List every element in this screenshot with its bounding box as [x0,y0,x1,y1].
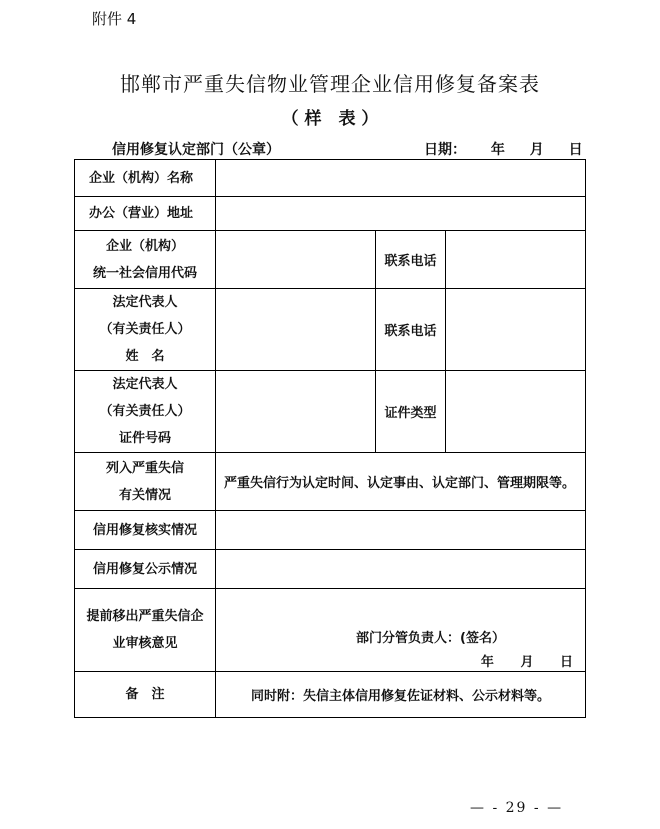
date-line [424,139,583,159]
id-type-field[interactable] [446,371,586,453]
publicity-label: 信用修复公示情况 [75,550,216,589]
early-removal-label [75,589,216,672]
table-row [75,672,586,718]
page-number: — - 29 - — [470,800,564,816]
legal-rep-id-line1: 法定代表人 [112,377,178,392]
table-row [75,197,586,231]
id-type-label: 证件类型 [376,371,446,453]
date-month: 月 [529,142,544,158]
legal-rep-id-label [75,371,216,453]
legal-rep-id-field[interactable] [216,371,376,453]
date-label: 日期： [424,142,466,158]
contact-phone-field[interactable] [446,231,586,289]
date-year: 年 [490,142,505,158]
listed-info-line2: 有关情况 [118,487,171,503]
form-subtitle: （ 样 表 ） [281,109,379,129]
legal-rep-line2: （有关责任人） [99,322,191,337]
company-name-field[interactable] [216,160,586,197]
early-removal-opinion[interactable] [216,589,586,672]
legal-rep-name-field[interactable] [216,289,376,371]
legal-rep-line3: 姓 名 [125,349,165,364]
listed-info-note[interactable]: 严重失信行为认定时间、认定事由、认定部门、管理期限等。 [216,453,586,511]
table-row [75,589,586,672]
legal-rep-line1: 法定代表人 [112,295,178,310]
early-removal-line1: 提前移出严重失信企 [86,609,204,624]
credit-code-label [75,231,216,289]
table-row [75,453,586,511]
company-name-label: 企业（机构）名称 [75,160,216,197]
verification-field[interactable] [216,511,586,550]
attachment-label: 附件 4 [92,10,137,28]
remark-label: 备 注 [75,672,216,718]
legal-rep-id-line3: 证件号码 [118,431,171,446]
table-row [75,289,586,371]
approval-day: 日 [560,655,574,670]
legal-rep-id-line2: （有关责任人） [99,404,191,419]
issuing-department: 信用修复认定部门（公章） [112,142,280,158]
approval-year: 年 [480,655,494,670]
table-row [75,550,586,589]
table-row [75,511,586,550]
filing-form-table [74,159,586,718]
date-day: 日 [568,142,583,158]
credit-code-field[interactable] [216,231,376,289]
contact-phone-label: 联系电话 [376,231,446,289]
early-removal-line2: 业审核意见 [112,636,178,651]
office-address-field[interactable] [216,197,586,231]
form-title: 邯郸市严重失信物业管理企业信用修复备案表 [120,72,540,96]
table-row [75,160,586,197]
listed-info-label [75,453,216,511]
contact-phone-field-2[interactable] [446,289,586,371]
verification-label: 信用修复核实情况 [75,511,216,550]
approval-date [481,651,573,670]
signer-line: 部门分管负责人：(签名） [356,631,505,646]
office-address-label: 办公（营业）地址 [75,197,216,231]
table-row [75,231,586,289]
table-row [75,371,586,453]
listed-info-line1: 列入严重失信 [105,460,184,476]
contact-phone-label-2: 联系电话 [376,289,446,371]
publicity-field[interactable] [216,550,586,589]
remark-text[interactable]: 同时附：失信主体信用修复佐证材料、公示材料等。 [216,672,586,718]
approval-month: 月 [520,655,534,670]
legal-rep-name-label [75,289,216,371]
credit-code-label-line1: 企业（机构） [105,238,184,254]
credit-code-label-line2: 统一社会信用代码 [92,265,197,281]
